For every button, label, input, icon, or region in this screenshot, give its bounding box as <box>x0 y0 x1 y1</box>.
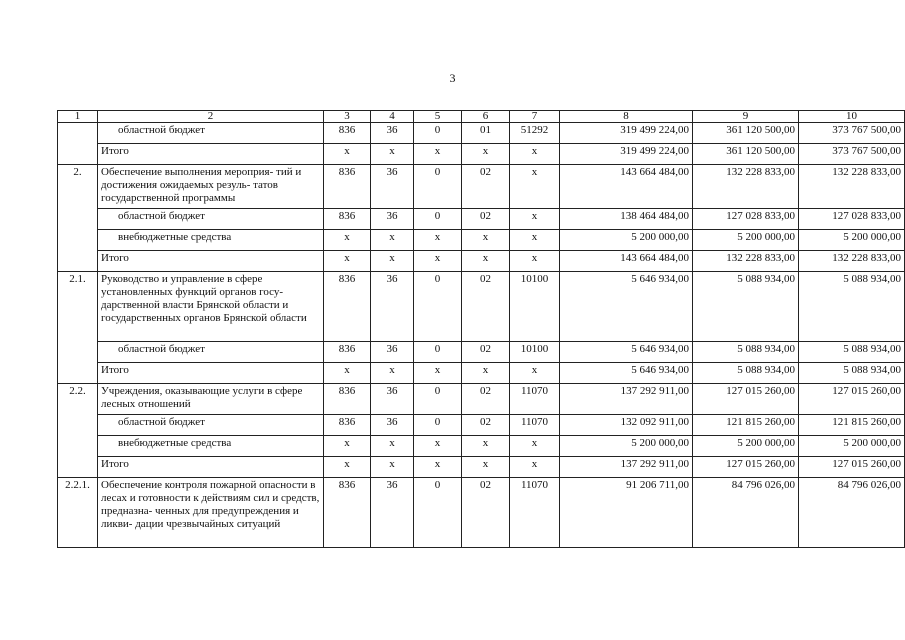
code-cell-c3: x <box>324 457 371 478</box>
table-row <box>58 384 905 415</box>
code-cell-c6: 02 <box>462 272 510 342</box>
code-cell-c6: 02 <box>462 415 510 436</box>
code-cell-c7: 11070 <box>510 478 560 548</box>
code-cell-c4: x <box>371 436 414 457</box>
code-cell-c5: x <box>414 144 462 165</box>
row-index <box>58 415 98 436</box>
table-body <box>58 111 905 548</box>
row-index <box>58 123 98 144</box>
amount-cell-c8: 319 499 224,00 <box>560 123 693 144</box>
row-index <box>58 363 98 384</box>
amount-cell-c10: 5 200 000,00 <box>799 230 905 251</box>
row-name: Обеспечение выполнения мероприя- тий и достижения ожидаемых резуль- татов государственной программы <box>98 165 324 209</box>
code-cell-c4: x <box>371 363 414 384</box>
code-cell-c5: x <box>414 251 462 272</box>
code-cell-c7: x <box>510 165 560 209</box>
row-index: 2.1. <box>58 272 98 342</box>
code-cell-c4: x <box>371 251 414 272</box>
code-cell-c4: x <box>371 230 414 251</box>
budget-table <box>57 110 905 548</box>
code-cell-c5: x <box>414 363 462 384</box>
amount-cell-c10: 127 028 833,00 <box>799 209 905 230</box>
code-cell-c6: x <box>462 457 510 478</box>
amount-cell-c9: 5 200 000,00 <box>693 230 799 251</box>
amount-cell-c10: 121 815 260,00 <box>799 415 905 436</box>
table-row <box>58 209 905 230</box>
amount-cell-c9: 5 088 934,00 <box>693 342 799 363</box>
code-cell-c3: 836 <box>324 384 371 415</box>
code-cell-c7: x <box>510 209 560 230</box>
table-row <box>58 144 905 165</box>
code-cell-c4: x <box>371 457 414 478</box>
row-index: 2.2.1. <box>58 478 98 548</box>
code-cell-c5: 0 <box>414 123 462 144</box>
code-cell-c3: x <box>324 144 371 165</box>
row-name: Итого <box>98 457 324 478</box>
code-cell-c5: 0 <box>414 478 462 548</box>
code-cell-c5: 0 <box>414 415 462 436</box>
code-cell-c6: x <box>462 363 510 384</box>
code-cell-c4: 36 <box>371 209 414 230</box>
column-header: 5 <box>414 111 462 123</box>
code-cell-c3: x <box>324 436 371 457</box>
code-cell-c6: x <box>462 230 510 251</box>
code-cell-c3: 836 <box>324 342 371 363</box>
code-cell-c5: x <box>414 436 462 457</box>
code-cell-c4: 36 <box>371 123 414 144</box>
amount-cell-c9: 132 228 833,00 <box>693 251 799 272</box>
code-cell-c4: 36 <box>371 272 414 342</box>
code-cell-c5: 0 <box>414 209 462 230</box>
amount-cell-c9: 5 200 000,00 <box>693 436 799 457</box>
amount-cell-c8: 137 292 911,00 <box>560 384 693 415</box>
code-cell-c6: 02 <box>462 478 510 548</box>
code-cell-c7: 10100 <box>510 272 560 342</box>
amount-cell-c8: 5 646 934,00 <box>560 342 693 363</box>
column-header: 2 <box>98 111 324 123</box>
code-cell-c5: 0 <box>414 342 462 363</box>
code-cell-c4: 36 <box>371 384 414 415</box>
page-number: 3 <box>449 71 456 85</box>
amount-cell-c8: 5 646 934,00 <box>560 272 693 342</box>
table-row <box>58 342 905 363</box>
amount-cell-c8: 5 200 000,00 <box>560 436 693 457</box>
row-name: внебюджетные средства <box>98 436 324 457</box>
table-row <box>58 165 905 209</box>
amount-cell-c8: 91 206 711,00 <box>560 478 693 548</box>
code-cell-c7: x <box>510 457 560 478</box>
amount-cell-c10: 5 088 934,00 <box>799 342 905 363</box>
row-name: областной бюджет <box>98 415 324 436</box>
code-cell-c7: 11070 <box>510 415 560 436</box>
amount-cell-c10: 5 088 934,00 <box>799 272 905 342</box>
column-header: 8 <box>560 111 693 123</box>
amount-cell-c10: 132 228 833,00 <box>799 165 905 209</box>
code-cell-c6: 02 <box>462 209 510 230</box>
code-cell-c7: 10100 <box>510 342 560 363</box>
row-name: областной бюджет <box>98 342 324 363</box>
column-number-row <box>58 111 905 123</box>
code-cell-c3: 836 <box>324 165 371 209</box>
table-row <box>58 230 905 251</box>
row-name: Руководство и управление в сфере установленных функций органов госу- дарственной власти Брянской области и государственных органов Брянской области <box>98 272 324 342</box>
row-name: областной бюджет <box>98 123 324 144</box>
amount-cell-c8: 5 200 000,00 <box>560 230 693 251</box>
column-header: 10 <box>799 111 905 123</box>
row-index <box>58 230 98 251</box>
amount-cell-c10: 132 228 833,00 <box>799 251 905 272</box>
code-cell-c5: x <box>414 457 462 478</box>
row-index: 2. <box>58 165 98 209</box>
amount-cell-c8: 5 646 934,00 <box>560 363 693 384</box>
row-name: Учреждения, оказывающие услуги в сфере лесных отношений <box>98 384 324 415</box>
amount-cell-c9: 127 028 833,00 <box>693 209 799 230</box>
code-cell-c3: 836 <box>324 272 371 342</box>
column-header: 7 <box>510 111 560 123</box>
amount-cell-c8: 138 464 484,00 <box>560 209 693 230</box>
amount-cell-c9: 5 088 934,00 <box>693 272 799 342</box>
code-cell-c7: x <box>510 144 560 165</box>
column-header: 3 <box>324 111 371 123</box>
table-row <box>58 123 905 144</box>
code-cell-c4: 36 <box>371 478 414 548</box>
code-cell-c3: 836 <box>324 123 371 144</box>
row-name: Итого <box>98 251 324 272</box>
column-header: 6 <box>462 111 510 123</box>
table-row <box>58 363 905 384</box>
row-index <box>58 342 98 363</box>
code-cell-c4: 36 <box>371 165 414 209</box>
amount-cell-c9: 84 796 026,00 <box>693 478 799 548</box>
amount-cell-c10: 373 767 500,00 <box>799 144 905 165</box>
amount-cell-c8: 143 664 484,00 <box>560 165 693 209</box>
row-index: 2.2. <box>58 384 98 415</box>
code-cell-c4: x <box>371 144 414 165</box>
amount-cell-c8: 143 664 484,00 <box>560 251 693 272</box>
amount-cell-c9: 127 015 260,00 <box>693 457 799 478</box>
amount-cell-c9: 132 228 833,00 <box>693 165 799 209</box>
code-cell-c6: 02 <box>462 342 510 363</box>
table-row <box>58 478 905 548</box>
amount-cell-c9: 5 088 934,00 <box>693 363 799 384</box>
row-name: Итого <box>98 363 324 384</box>
amount-cell-c8: 132 092 911,00 <box>560 415 693 436</box>
row-index <box>58 436 98 457</box>
table-row <box>58 436 905 457</box>
code-cell-c6: 01 <box>462 123 510 144</box>
amount-cell-c10: 373 767 500,00 <box>799 123 905 144</box>
column-header: 4 <box>371 111 414 123</box>
code-cell-c7: 11070 <box>510 384 560 415</box>
table-row <box>58 272 905 342</box>
amount-cell-c10: 127 015 260,00 <box>799 457 905 478</box>
column-header: 1 <box>58 111 98 123</box>
code-cell-c6: x <box>462 144 510 165</box>
row-name: Обеспечение контроля пожарной опасности в лесах и готовности к действиям сил и средств, предназна- ченных для предупреждения и ликви- дации чрезвычайных ситуаций <box>98 478 324 548</box>
amount-cell-c8: 137 292 911,00 <box>560 457 693 478</box>
amount-cell-c9: 121 815 260,00 <box>693 415 799 436</box>
amount-cell-c8: 319 499 224,00 <box>560 144 693 165</box>
code-cell-c4: 36 <box>371 342 414 363</box>
code-cell-c3: x <box>324 230 371 251</box>
code-cell-c7: x <box>510 251 560 272</box>
column-header: 9 <box>693 111 799 123</box>
code-cell-c7: x <box>510 230 560 251</box>
table-row <box>58 415 905 436</box>
code-cell-c6: 02 <box>462 165 510 209</box>
code-cell-c3: 836 <box>324 478 371 548</box>
amount-cell-c10: 5 088 934,00 <box>799 363 905 384</box>
code-cell-c6: 02 <box>462 384 510 415</box>
code-cell-c5: 0 <box>414 272 462 342</box>
amount-cell-c10: 84 796 026,00 <box>799 478 905 548</box>
code-cell-c3: 836 <box>324 415 371 436</box>
code-cell-c5: 0 <box>414 165 462 209</box>
code-cell-c5: 0 <box>414 384 462 415</box>
amount-cell-c9: 127 015 260,00 <box>693 384 799 415</box>
code-cell-c3: x <box>324 363 371 384</box>
code-cell-c6: x <box>462 251 510 272</box>
row-index <box>58 251 98 272</box>
table-row <box>58 457 905 478</box>
code-cell-c7: x <box>510 436 560 457</box>
row-index <box>58 209 98 230</box>
code-cell-c3: x <box>324 251 371 272</box>
code-cell-c3: 836 <box>324 209 371 230</box>
row-index <box>58 144 98 165</box>
amount-cell-c10: 127 015 260,00 <box>799 384 905 415</box>
code-cell-c6: x <box>462 436 510 457</box>
row-index <box>58 457 98 478</box>
code-cell-c5: x <box>414 230 462 251</box>
row-name: Итого <box>98 144 324 165</box>
row-name: внебюджетные средства <box>98 230 324 251</box>
row-name: областной бюджет <box>98 209 324 230</box>
code-cell-c7: 51292 <box>510 123 560 144</box>
table-row <box>58 251 905 272</box>
code-cell-c7: x <box>510 363 560 384</box>
amount-cell-c9: 361 120 500,00 <box>693 123 799 144</box>
amount-cell-c10: 5 200 000,00 <box>799 436 905 457</box>
code-cell-c4: 36 <box>371 415 414 436</box>
amount-cell-c9: 361 120 500,00 <box>693 144 799 165</box>
